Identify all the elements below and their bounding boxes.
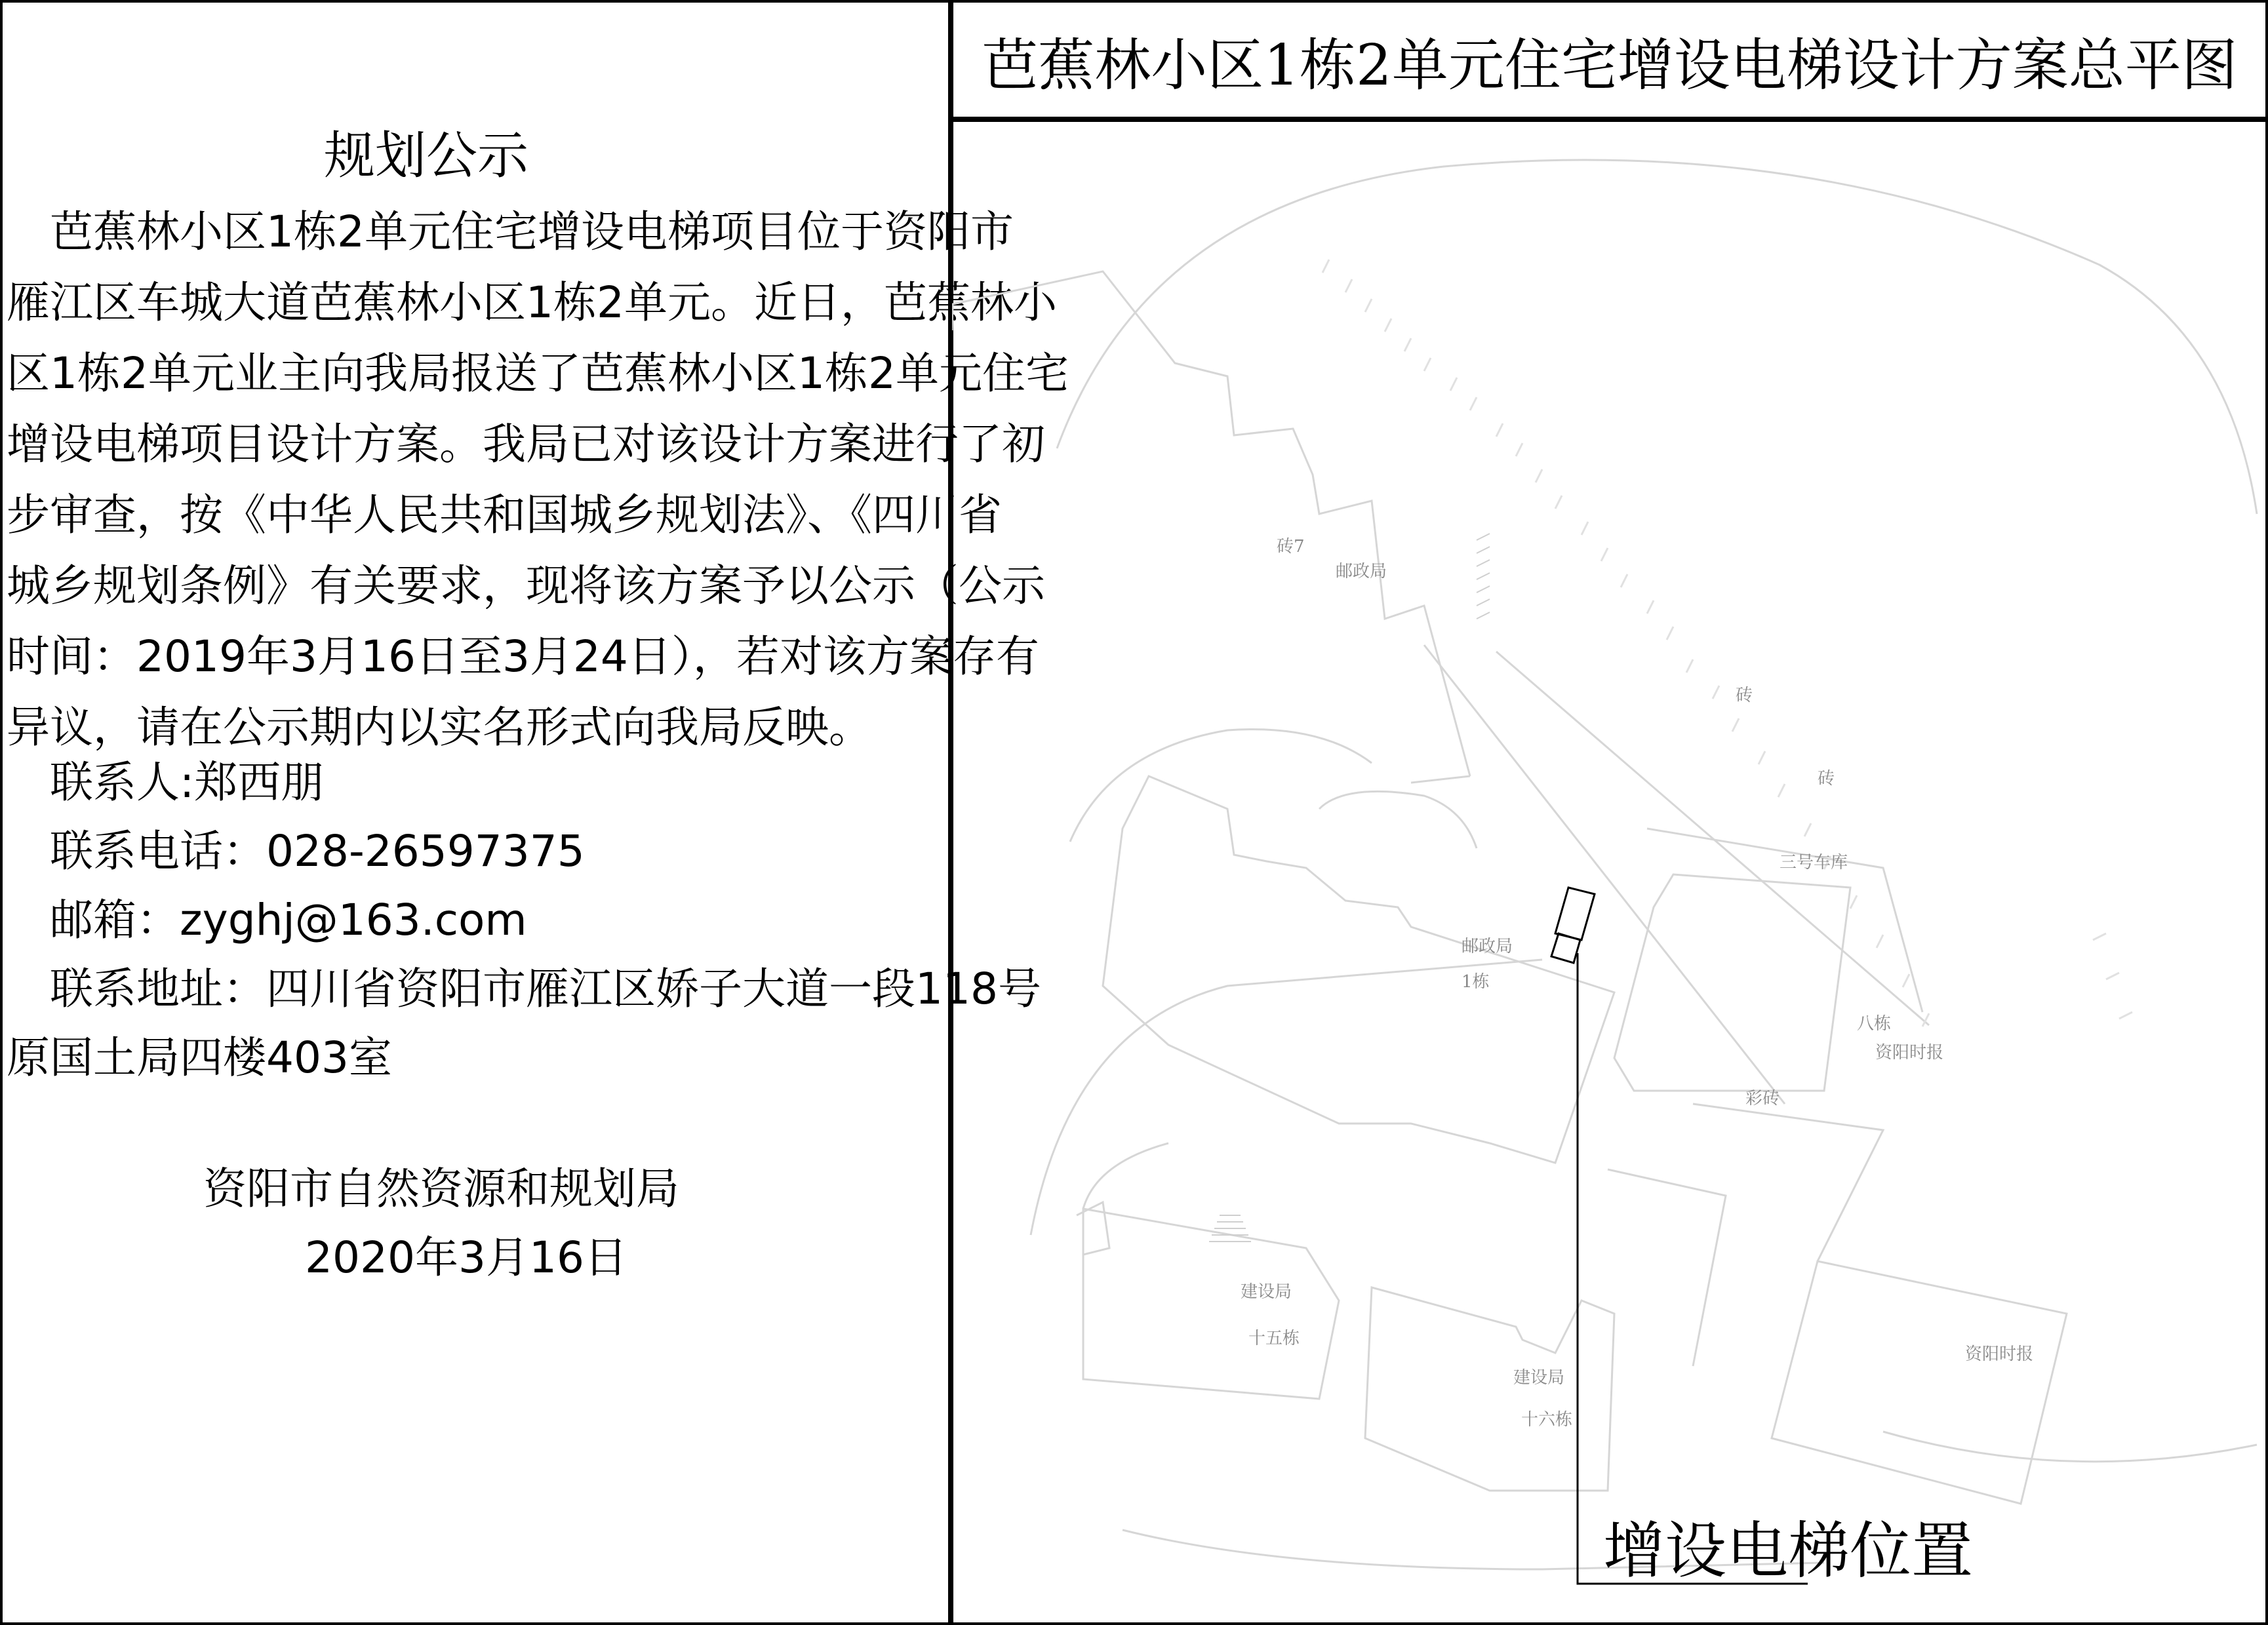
label-ziyang-news-a: 资阳时报 [1875, 1043, 1944, 1063]
label-post-office-top: 邮政局 [1336, 562, 1387, 581]
elevator-marker [1551, 888, 1595, 963]
label-brick-b: 砖 [1818, 769, 1835, 789]
label-construction-b: 建设局 [1513, 1368, 1565, 1388]
label-building-1: 1栋 [1462, 972, 1490, 992]
label-brick-a: 砖 [1736, 686, 1753, 705]
contact-person: 联系人:郑西朋 [7, 757, 325, 808]
notice-paragraph-line: 时间：2019年3月16日至3月24日），若对该方案存有 [7, 631, 1039, 682]
notice-paragraph-line: 增设电梯项目设计方案。我局已对该设计方案进行了初 [7, 419, 1045, 469]
issue-date: 2020年3月16日 [305, 1232, 627, 1283]
label-ziyang-news-b: 资阳时报 [1965, 1344, 2034, 1364]
label-brick7: 砖7 [1277, 537, 1305, 557]
plan-title: 芭蕉林小区1栋2单元住宅增设电梯设计方案总平图 [982, 33, 2238, 98]
notice-paragraph-line: 芭蕉林小区1栋2单元住宅增设电梯项目位于资阳市 [7, 206, 1014, 257]
label-building-16: 十六栋 [1521, 1410, 1573, 1430]
contact-phone: 联系电话：028-26597375 [7, 826, 585, 876]
site-plan-drawing [952, 121, 2265, 1622]
notice-paragraph-line: 区1栋2单元业主向我局报送了芭蕉林小区1栋2单元住宅 [7, 348, 1069, 399]
contact-email: 邮箱：zyghj@163.com [7, 895, 527, 945]
label-post-office-1: 邮政局 [1462, 937, 1513, 956]
label-construction-a: 建设局 [1241, 1282, 1292, 1302]
contact-address: 联系地址：四川省资阳市雁江区娇子大道一段118号 [7, 964, 1041, 1014]
elevator-leader-line [1578, 953, 1808, 1584]
label-garage-3: 三号车库 [1780, 853, 1848, 872]
label-building-15: 十五栋 [1248, 1329, 1300, 1348]
issuer: 资阳市自然资源和规划局 [203, 1164, 679, 1214]
notice-heading: 规划公示 [323, 127, 528, 186]
notice-paragraph-line: 雁江区车城大道芭蕉林小区1栋2单元。近日，芭蕉林小 [7, 277, 1057, 328]
label-building-8: 八栋 [1857, 1014, 1892, 1034]
elevator-position-label: 增设电梯位置 [1603, 1516, 1974, 1587]
label-colored-brick: 彩砖 [1745, 1089, 1780, 1108]
notice-paragraph-line: 步审查，按《中华人民共和国城乡规划法》、《四川省 [7, 490, 1002, 540]
notice-paragraph-line: 异议，请在公示期内以实名形式向我局反映。 [7, 702, 872, 753]
notice-paragraph-line: 城乡规划条例》有关要求，现将该方案予以公示（公示 [7, 560, 1045, 611]
contact-address-cont: 原国土局四楼403室 [7, 1032, 392, 1083]
